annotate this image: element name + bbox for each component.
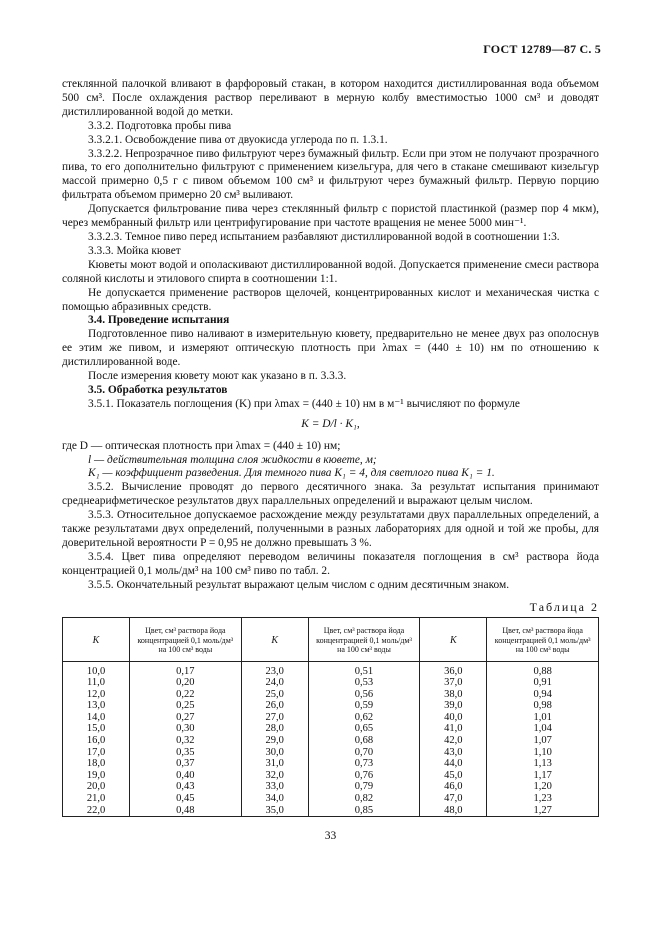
- table-row: [63, 735, 599, 747]
- header-color: Цвет, см³ раствора йода концентрацией 0,1 моль/дм³ на 100 см³ воды: [308, 618, 420, 662]
- cell-color: 0,79: [308, 781, 420, 793]
- cell-color: 0,85: [308, 805, 420, 817]
- cell-color: 0,68: [308, 735, 420, 747]
- paragraph: Допускается фильтрование пива через стеклянный фильтр с пористой пластинкой (размер пор 4 мкм), через мембранный фильтр или центрифугирование при частоте вращения не менее 5000 мин⁻¹.: [62, 203, 599, 230]
- cell-k: 29,0: [241, 735, 308, 747]
- page-number: 33: [324, 830, 337, 842]
- cell-k: 38,0: [420, 689, 487, 701]
- paragraph: 3.5.5. Окончательный результат выражают целым числом с одним десятичным знаком.: [88, 578, 510, 591]
- cell-color: 1,04: [487, 723, 599, 735]
- cell-k: 14,0: [63, 712, 130, 724]
- cell-k: 45,0: [420, 770, 487, 782]
- cell-color: 0,73: [308, 758, 420, 770]
- cell-k: 40,0: [420, 712, 487, 724]
- paragraph: 3.3.2.3. Темное пиво перед испытанием разбавляют дистиллированной водой в соотношении 1:3.: [88, 230, 560, 243]
- cell-k: 43,0: [420, 747, 487, 759]
- cell-k: 11,0: [63, 677, 130, 689]
- cell-color: 0,56: [308, 689, 420, 701]
- table-row: [63, 747, 599, 759]
- cell-k: 33,0: [241, 781, 308, 793]
- paragraph: Подготовленное пиво наливают в измерительную кювету, предварительно не менее двух раз ополоснув ее этим же пивом, и измеряют оптическую плотность при λmax = (440 ± 10) нм по отношению к дистиллированной воде.: [62, 328, 599, 369]
- cell-k: 28,0: [241, 723, 308, 735]
- header-color: Цвет, см³ раствора йода концентрацией 0,1 моль/дм³ на 100 см³ воды: [130, 618, 242, 662]
- explanation-line: где D — оптическая плотность при λmax = (440 ± 10) нм;: [62, 439, 341, 452]
- table-caption: Таблица 2: [529, 600, 599, 614]
- cell-color: 0,40: [130, 770, 242, 782]
- paragraph: 3.5.2. Вычисление проводят до первого десятичного знака. За результат испытания принимают среднеарифметическое результатов двух параллельных определений и выражают целым числом.: [62, 481, 599, 508]
- cell-k: 30,0: [241, 747, 308, 759]
- cell-k: 27,0: [241, 712, 308, 724]
- document-body: [62, 78, 599, 593]
- explanation-line: K₁ — коэффициент разведения. Для темного пива K₁ = 4, для светлого пива K₁ = 1.: [88, 467, 495, 480]
- cell-k: 35,0: [241, 805, 308, 817]
- cell-k: 47,0: [420, 793, 487, 805]
- paragraphs-section-1: [62, 78, 599, 412]
- cell-color: 1,23: [487, 793, 599, 805]
- cell-color: 0,20: [130, 677, 242, 689]
- table-row: [63, 781, 599, 793]
- cell-k: 10,0: [63, 661, 130, 677]
- paragraph: После измерения кювету моют как указано в п. 3.3.3.: [88, 370, 347, 383]
- cell-k: 18,0: [63, 758, 130, 770]
- cell-k: 12,0: [63, 689, 130, 701]
- paragraph: 3.5. Обработка результатов: [88, 383, 228, 396]
- cell-color: 0,51: [308, 661, 420, 677]
- table-row: [63, 677, 599, 689]
- header-k: K: [420, 618, 487, 662]
- cell-color: 0,62: [308, 712, 420, 724]
- cell-k: 20,0: [63, 781, 130, 793]
- cell-k: 15,0: [63, 723, 130, 735]
- cell-color: 0,91: [487, 677, 599, 689]
- cell-k: 36,0: [420, 661, 487, 677]
- cell-color: 0,88: [487, 661, 599, 677]
- cell-k: 19,0: [63, 770, 130, 782]
- cell-color: 0,32: [130, 735, 242, 747]
- data-table: [62, 617, 599, 817]
- paragraph: 3.5.3. Относительное допускаемое расхождение между результатами двух параллельных определений, а также результатами двух определений, полученными в разных лабораториях для одной и той же пробы, для доверительной вероятности P = 0,95 не должно превышать 3 %.: [62, 509, 599, 549]
- cell-color: 0,82: [308, 793, 420, 805]
- cell-color: 1,20: [487, 781, 599, 793]
- cell-k: 31,0: [241, 758, 308, 770]
- cell-k: 24,0: [241, 677, 308, 689]
- explanation-line: l — действительная толщина слоя жидкости в кювете, м;: [88, 453, 377, 466]
- cell-color: 0,35: [130, 747, 242, 759]
- paragraph: Кюветы моют водой и ополаскивают дистиллированной водой. Допускается применение смеси раствора соляной кислоты и этилового спирта в соотношении 1:1.: [62, 258, 599, 285]
- cell-k: 23,0: [241, 661, 308, 677]
- cell-k: 25,0: [241, 689, 308, 701]
- cell-k: 37,0: [420, 677, 487, 689]
- paragraph: 3.3.2. Подготовка пробы пива: [88, 119, 232, 132]
- cell-k: 48,0: [420, 805, 487, 817]
- table-row: [63, 758, 599, 770]
- paragraph: 3.4. Проведение испытания: [88, 314, 230, 327]
- cell-color: 0,27: [130, 712, 242, 724]
- cell-color: 0,43: [130, 781, 242, 793]
- cell-k: 13,0: [63, 700, 130, 712]
- cell-color: 1,10: [487, 747, 599, 759]
- table-row: [63, 793, 599, 805]
- cell-k: 21,0: [63, 793, 130, 805]
- cell-k: 16,0: [63, 735, 130, 747]
- cell-color: 0,30: [130, 723, 242, 735]
- cell-color: 1,27: [487, 805, 599, 817]
- cell-color: 0,94: [487, 689, 599, 701]
- table-row: [63, 723, 599, 735]
- cell-color: 1,07: [487, 735, 599, 747]
- cell-color: 0,25: [130, 700, 242, 712]
- table-header-row: [63, 618, 599, 662]
- header-k: K: [241, 618, 308, 662]
- formula-explanation: [62, 440, 599, 482]
- cell-k: 32,0: [241, 770, 308, 782]
- cell-color: 0,22: [130, 689, 242, 701]
- cell-k: 46,0: [420, 781, 487, 793]
- cell-k: 34,0: [241, 793, 308, 805]
- cell-color: 1,01: [487, 712, 599, 724]
- table-row: [63, 805, 599, 817]
- header-color: Цвет, см³ раствора йода концентрацией 0,1 моль/дм³ на 100 см³ воды: [487, 618, 599, 662]
- paragraphs-section-2: [62, 481, 599, 592]
- cell-k: 26,0: [241, 700, 308, 712]
- cell-color: 0,48: [130, 805, 242, 817]
- table-row: [63, 661, 599, 677]
- paragraph: 3.3.2.2. Непрозрачное пиво фильтруют через бумажный фильтр. Если при этом не получают прозрачного пива, то его дополнительно фильтруют с применением кизельгура, для чего в стакане смешивают кизельгур массой примерно 0,5 г с пивом объемом 100 см³ и фильтруют через бумажный фильтр. Первую порцию фильтрата объемом примерно 20 см³ выливают.: [62, 147, 599, 202]
- paragraph: 3.3.3. Мойка кювет: [88, 244, 181, 257]
- cell-color: 0,45: [130, 793, 242, 805]
- cell-color: 1,13: [487, 758, 599, 770]
- paragraph: 3.5.4. Цвет пива определяют переводом величины показателя поглощения в см³ раствора йода концентрацией 0,1 моль/дм³ на 100 см³ пиво по табл. 2.: [62, 550, 599, 577]
- formula: K = D/l · K₁,: [301, 417, 360, 430]
- cell-color: 0,70: [308, 747, 420, 759]
- paragraph: стеклянной палочкой вливают в фарфоровый стакан, в котором находится дистиллированная вода объемом 500 см³. После охлаждения раствор переливают в мерную колбу вместимостью 1000 см³ и доводят дистиллированной водой до метки.: [62, 78, 599, 118]
- cell-color: 0,76: [308, 770, 420, 782]
- cell-k: 22,0: [63, 805, 130, 817]
- cell-k: 42,0: [420, 735, 487, 747]
- header-k: K: [63, 618, 130, 662]
- paragraph: 3.5.1. Показатель поглощения (K) при λmax = (440 ± 10) нм в м⁻¹ вычисляют по формуле: [88, 397, 520, 410]
- cell-color: 0,98: [487, 700, 599, 712]
- cell-color: 1,17: [487, 770, 599, 782]
- cell-k: 44,0: [420, 758, 487, 770]
- table-row: [63, 712, 599, 724]
- table-row: [63, 770, 599, 782]
- cell-color: 0,59: [308, 700, 420, 712]
- paragraph: 3.3.2.1. Освобождение пива от двуокисда углерода по п. 1.3.1.: [88, 133, 388, 146]
- table-row: [63, 689, 599, 701]
- paragraph: Не допускается применение растворов щелочей, концентрированных кислот и механическая чистка с помощью абразивных средств.: [62, 286, 599, 313]
- cell-color: 0,53: [308, 677, 420, 689]
- table-row: [63, 700, 599, 712]
- cell-color: 0,37: [130, 758, 242, 770]
- page-header: ГОСТ 12789—87 С. 5: [483, 42, 601, 56]
- cell-k: 39,0: [420, 700, 487, 712]
- cell-color: 0,17: [130, 661, 242, 677]
- cell-k: 17,0: [63, 747, 130, 759]
- cell-k: 41,0: [420, 723, 487, 735]
- cell-color: 0,65: [308, 723, 420, 735]
- table-body: [63, 661, 599, 817]
